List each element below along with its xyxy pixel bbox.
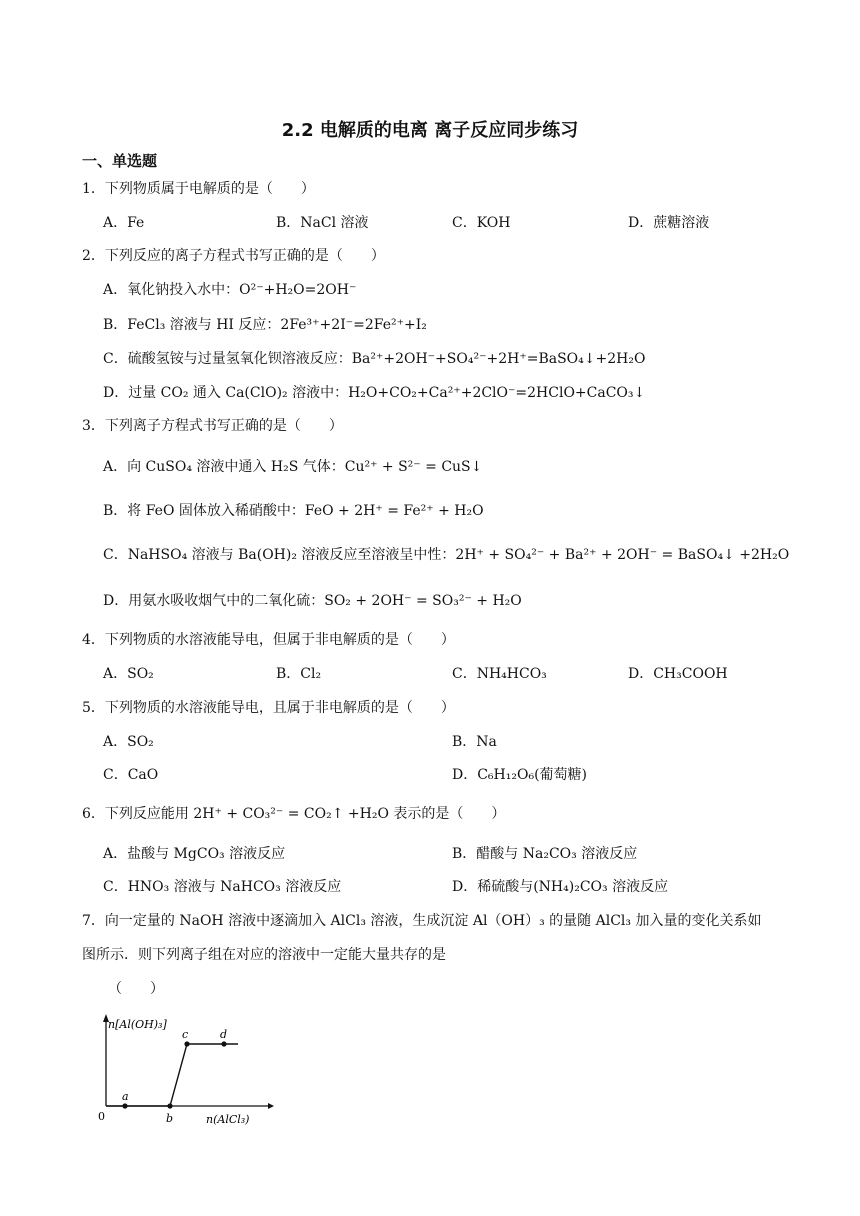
question-2-option-c: C．硫酸氢铵与过量氢氧化钡溶液反应：Ba²⁺+2OH⁻+SO₄²⁻+2H⁺=BaSO₄↓+2H₂O <box>103 351 646 367</box>
question-4-option-a: A．SO₂ <box>103 666 154 682</box>
question-3-option-b: B．将 FeO 固体放入稀硝酸中：FeO + 2H⁺ = Fe²⁺ + H₂O <box>103 503 484 519</box>
question-6-option-b: B．醋酸与 Na₂CO₃ 溶液反应 <box>452 846 638 862</box>
question-2-stem: 2．下列反应的离子方程式书写正确的是（ ） <box>82 248 385 264</box>
point-d-label: d <box>220 1028 228 1041</box>
question-4-stem: 4．下列物质的水溶液能导电，但属于非电解质的是（ ） <box>82 632 455 648</box>
question-1-stem: 1．下列物质属于电解质的是（ ） <box>82 181 315 197</box>
y-axis-label: n[Al(OH)₃] <box>108 1018 167 1031</box>
question-6-option-c: C．HNO₃ 溶液与 NaHCO₃ 溶液反应 <box>103 879 342 895</box>
question-1-option-b: B．NaCl 溶液 <box>276 215 369 231</box>
question-4-option-b: B．Cl₂ <box>276 666 322 682</box>
page-title: 2.2 电解质的电离 离子反应同步练习 <box>281 120 579 141</box>
question-1-option-c: C．KOH <box>452 215 511 231</box>
x-axis-arrow <box>268 1103 274 1109</box>
figure-al-oh3-graph <box>96 1010 276 1134</box>
question-5-option-a: A．SO₂ <box>103 734 154 750</box>
point-c <box>184 1041 189 1046</box>
question-5-option-d: D．C₆H₁₂O₆(葡萄糖) <box>452 767 587 783</box>
point-c-label: c <box>182 1028 189 1041</box>
question-6-stem: 6．下列反应能用 2H⁺ + CO₃²⁻ = CO₂↑ +H₂O 表示的是（ ） <box>82 806 506 822</box>
question-4-option-d: D．CH₃COOH <box>628 666 728 682</box>
question-5-option-b: B．Na <box>452 734 497 750</box>
question-2-option-d: D．过量 CO₂ 通入 Ca(ClO)₂ 溶液中：H₂O+CO₂+Ca²⁺+2ClO⁻=2HClO+CaCO₃↓ <box>103 385 646 401</box>
question-1-option-d: D．蔗糖溶液 <box>628 215 710 231</box>
question-4-option-c: C．NH₄HCO₃ <box>452 666 547 682</box>
point-a <box>122 1103 127 1108</box>
point-d <box>221 1041 226 1046</box>
question-2-option-a: A．氧化钠投入水中：O²⁻+H₂O=2OH⁻ <box>103 282 357 298</box>
question-7-answer-blank: （ ） <box>108 981 164 997</box>
question-2-option-b: B．FeCl₃ 溶液与 HI 反应：2Fe³⁺+2I⁻=2Fe²⁺+I₂ <box>103 317 427 333</box>
question-6-option-d: D．稀硫酸与(NH₄)₂CO₃ 溶液反应 <box>452 879 669 895</box>
point-b <box>167 1103 172 1108</box>
point-a-label: a <box>122 1090 129 1103</box>
question-5-option-c: C．CaO <box>103 767 159 783</box>
origin-label: 0 <box>98 1110 105 1123</box>
question-7-stem-line1: 7．向一定量的 NaOH 溶液中逐滴加入 AlCl₃ 溶液，生成沉淀 Al（OH）₃ 的量随 AlCl₃ 加入量的变化关系如 <box>82 913 762 929</box>
question-3-option-d: D．用氨水吸收烟气中的二氧化硫：SO₂ + 2OH⁻ = SO₃²⁻ + H₂O <box>103 593 522 609</box>
question-6-option-a: A．盐酸与 MgCO₃ 溶液反应 <box>103 846 286 862</box>
x-axis-label: n(AlCl₃) <box>206 1113 250 1126</box>
question-3-stem: 3．下列离子方程式书写正确的是（ ） <box>82 418 343 434</box>
question-3-option-a: A．向 CuSO₄ 溶液中通入 H₂S 气体：Cu²⁺ + S²⁻ = CuS↓ <box>103 459 483 475</box>
question-1-option-a: A．Fe <box>103 215 145 231</box>
point-b-label: b <box>166 1112 174 1125</box>
question-5-stem: 5．下列物质的水溶液能导电，且属于非电解质的是（ ） <box>82 700 455 716</box>
question-3-option-c: C．NaHSO₄ 溶液与 Ba(OH)₂ 溶液反应至溶液呈中性：2H⁺ + SO₄²⁻ + Ba²⁺ + 2OH⁻ = BaSO₄↓ +2H₂O <box>103 547 790 563</box>
question-7-stem-line2: 图所示．则下列离子组在对应的溶液中一定能大量共存的是 <box>82 947 446 963</box>
section-heading: 一、单选题 <box>82 152 158 170</box>
